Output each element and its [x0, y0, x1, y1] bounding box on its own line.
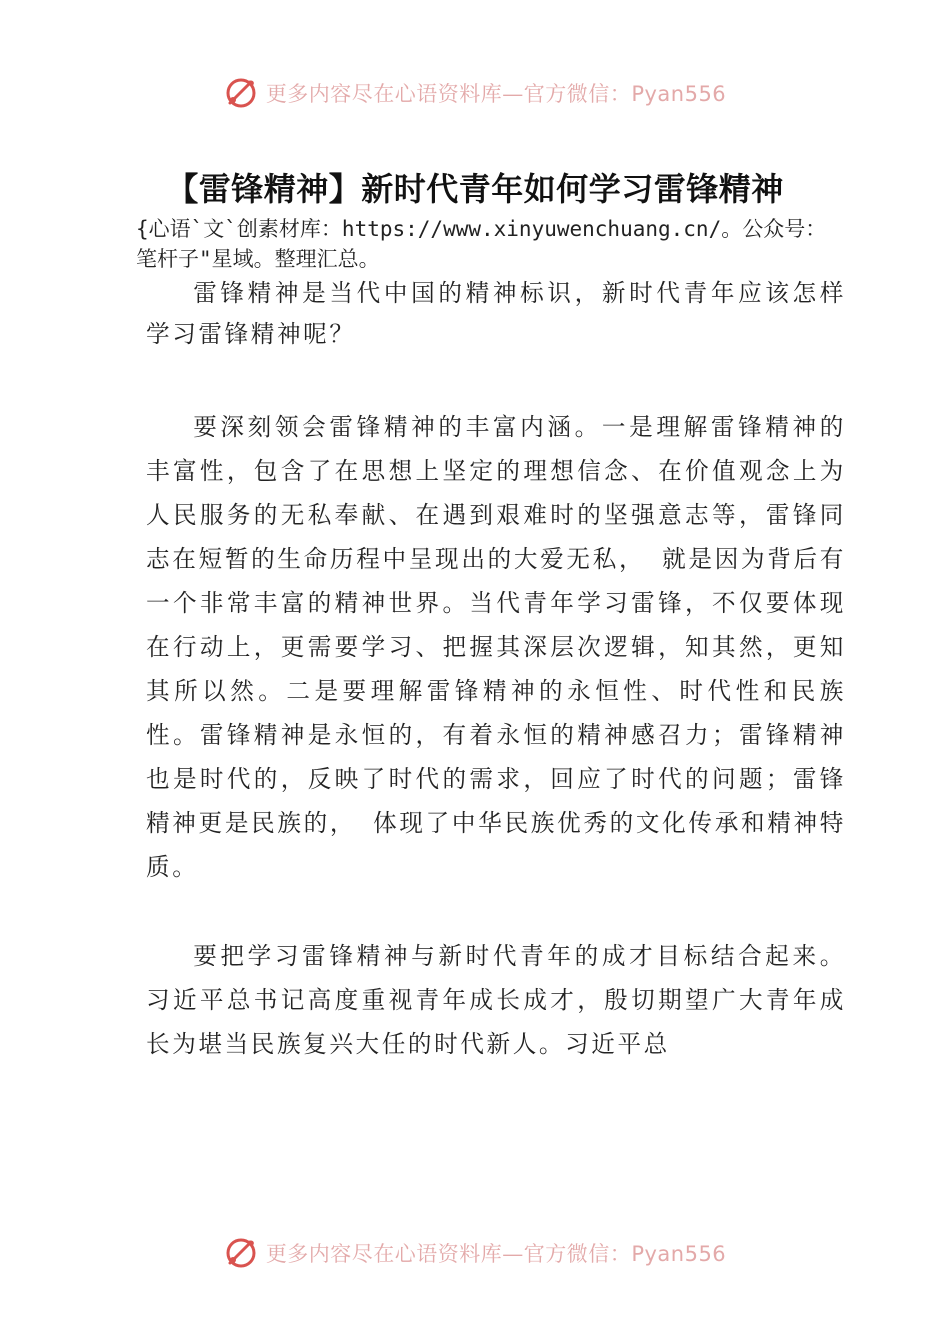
brush-logo-icon [224, 1236, 258, 1270]
paragraph-intro: 雷锋精神是当代中国的精神标识，新时代青年应该怎样学习雷锋精神呢？ [146, 279, 846, 348]
source-line: {心语`文`创素材库：https://www.xinyuwenchuang.cn/。公众号：笔杆子"星域。整理汇总。 [136, 217, 827, 271]
paragraph-goal: 要把学习雷锋精神与新时代青年的成才目标结合起来。习近平总书记高度重视青年成长成才，殷切期望广大青年成长为堪当民族复兴大任的时代新人。习近平总 [146, 942, 846, 1058]
footer-wechat-id: Pyan556 [631, 1242, 727, 1266]
document-title: 【雷锋精神】新时代青年如何学习雷锋精神 [166, 170, 784, 208]
paragraph-connotation: 要深刻领会雷锋精神的丰富内涵。一是理解雷锋精神的丰富性，包含了在思想上坚定的理想信念、在价值观念上为人民服务的无私奉献、在遇到艰难时的坚强意志等，雷锋同志在短暂的生命历程中呈现出的大爱无私， 就是因为背后有一个非常丰富的精神世界。当代青年学习雷锋，不仅要体现在行动上，更需要学习、把握其深层次逻辑，知其然，更知其所以然。二是要理解雷锋精神的永恒性、时代性和民族性。雷锋精神是永恒的，有着永恒的精神感召力；雷锋精神也是时代的，反映了时代的需求，回应了时代的问题；雷锋精神更是民族的， 体现了中华民族优秀的文化传承和精神特质。 [146, 413, 846, 881]
footer-banner-text: 更多内容尽在心语资料库—官方微信：Pyan556 [265, 1242, 727, 1266]
brush-logo-icon [224, 76, 258, 110]
header-banner-text: 更多内容尽在心语资料库—官方微信：Pyan556 [265, 82, 727, 106]
footer-banner [0, 1228, 950, 1278]
header-banner [0, 68, 950, 118]
header-wechat-id: Pyan556 [631, 82, 727, 106]
